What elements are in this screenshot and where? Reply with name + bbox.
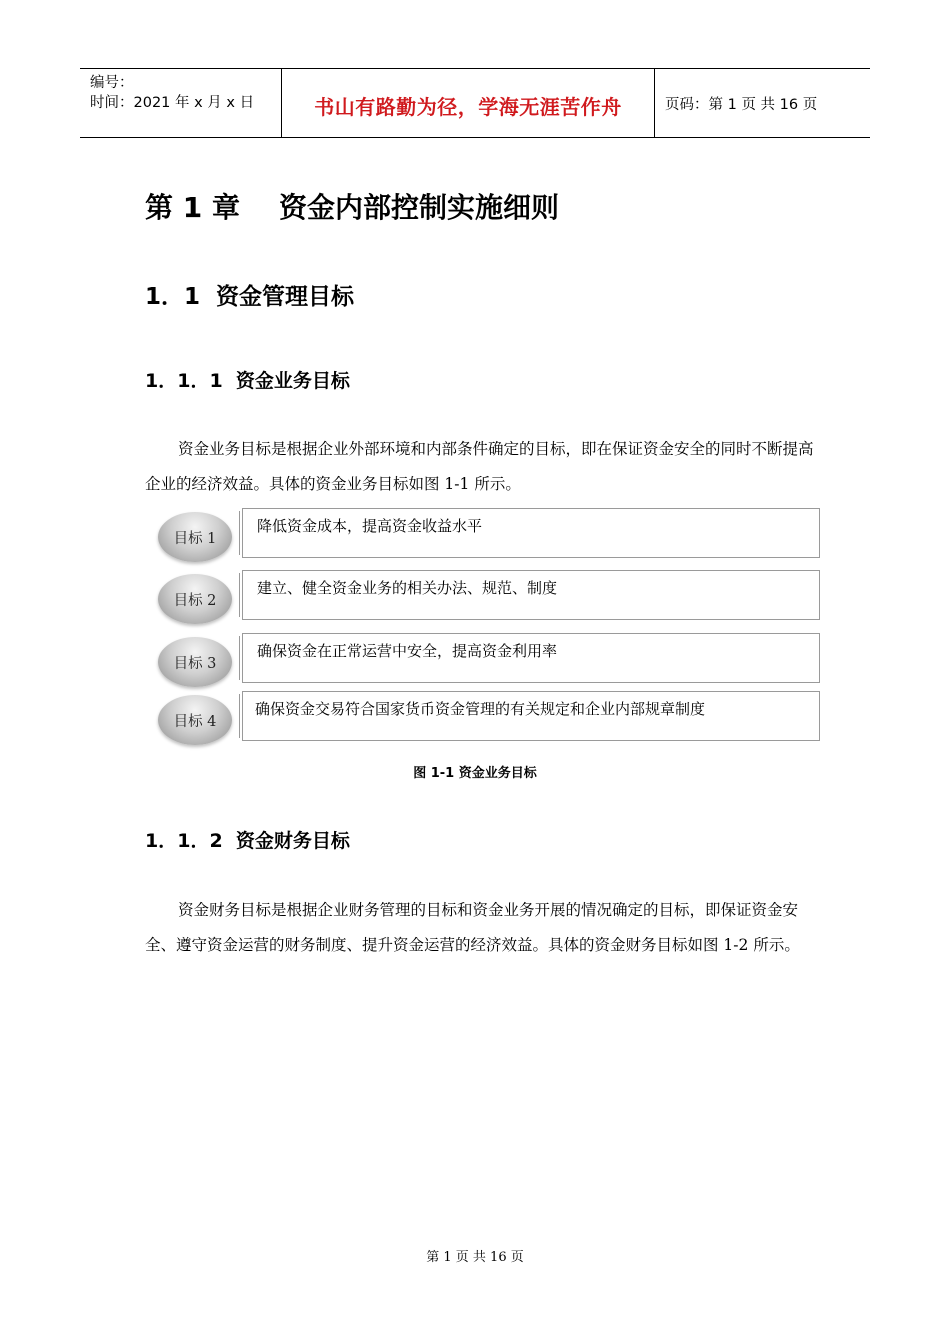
goal-box: [242, 570, 820, 620]
goal-oval: [158, 574, 232, 624]
goal-row: [158, 691, 820, 741]
subsection-title-2: 1．1．2 资金财务目标: [145, 830, 350, 852]
goal-box: [242, 633, 820, 683]
goal-label: 目标 1: [173, 531, 217, 547]
header-page-cell: [655, 69, 870, 137]
header-page-label: 页码：第 1 页 共 16 页: [665, 97, 818, 113]
goal-text: 建立、健全资金业务的相关办法、规范、制度: [257, 579, 558, 597]
chapter-title: 第 1 章 资金内部控制实施细则: [145, 191, 559, 224]
page-footer: 第 1 页 共 16 页: [426, 1250, 524, 1265]
header-motto-cell: [282, 69, 655, 137]
subsection-title-1: 1．1．1 资金业务目标: [145, 370, 350, 392]
number-label: 编号：: [90, 75, 134, 91]
goal-text: 确保资金交易符合国家货币资金管理的有关规定和企业内部规章制度: [255, 700, 706, 718]
header-meta-cell: [80, 69, 282, 137]
goal-row: [158, 508, 820, 558]
goal-text: 确保资金在正常运营中安全，提高资金利用率: [257, 642, 558, 660]
goal-box: [242, 691, 820, 741]
figure-caption: 图 1-1 资金业务目标: [413, 766, 537, 781]
goal-label: 目标 3: [173, 656, 217, 672]
date-label: 时间：2021 年 x 月 x 日: [90, 95, 255, 111]
paragraph-2: 资金财务目标是根据企业财务管理的目标和资金业务开展的情况确定的目标，即保证资金安全、遵守资金运营的财务制度、提升资金运营的经济效益。具体的资金财务目标如图 1-2 所示。: [145, 901, 800, 954]
goal-box: [242, 508, 820, 558]
goal-row: [158, 570, 820, 620]
goal-oval: [158, 695, 232, 745]
paragraph-1: 资金业务目标是根据企业外部环境和内部条件确定的目标，即在保证资金安全的同时不断提高企业的经济效益。具体的资金业务目标如图 1-1 所示。: [145, 440, 814, 493]
section-title: 1．1 资金管理目标: [145, 284, 355, 310]
goal-text: 降低资金成本，提高资金收益水平: [257, 517, 483, 535]
goal-oval: [158, 637, 232, 687]
page-header: [80, 68, 870, 138]
goal-oval: [158, 512, 232, 562]
goal-label: 目标 2: [173, 593, 217, 609]
goal-label: 目标 4: [173, 714, 217, 730]
goal-row: [158, 633, 820, 683]
motto: 书山有路勤为径，学海无涯苦作舟: [314, 95, 622, 119]
